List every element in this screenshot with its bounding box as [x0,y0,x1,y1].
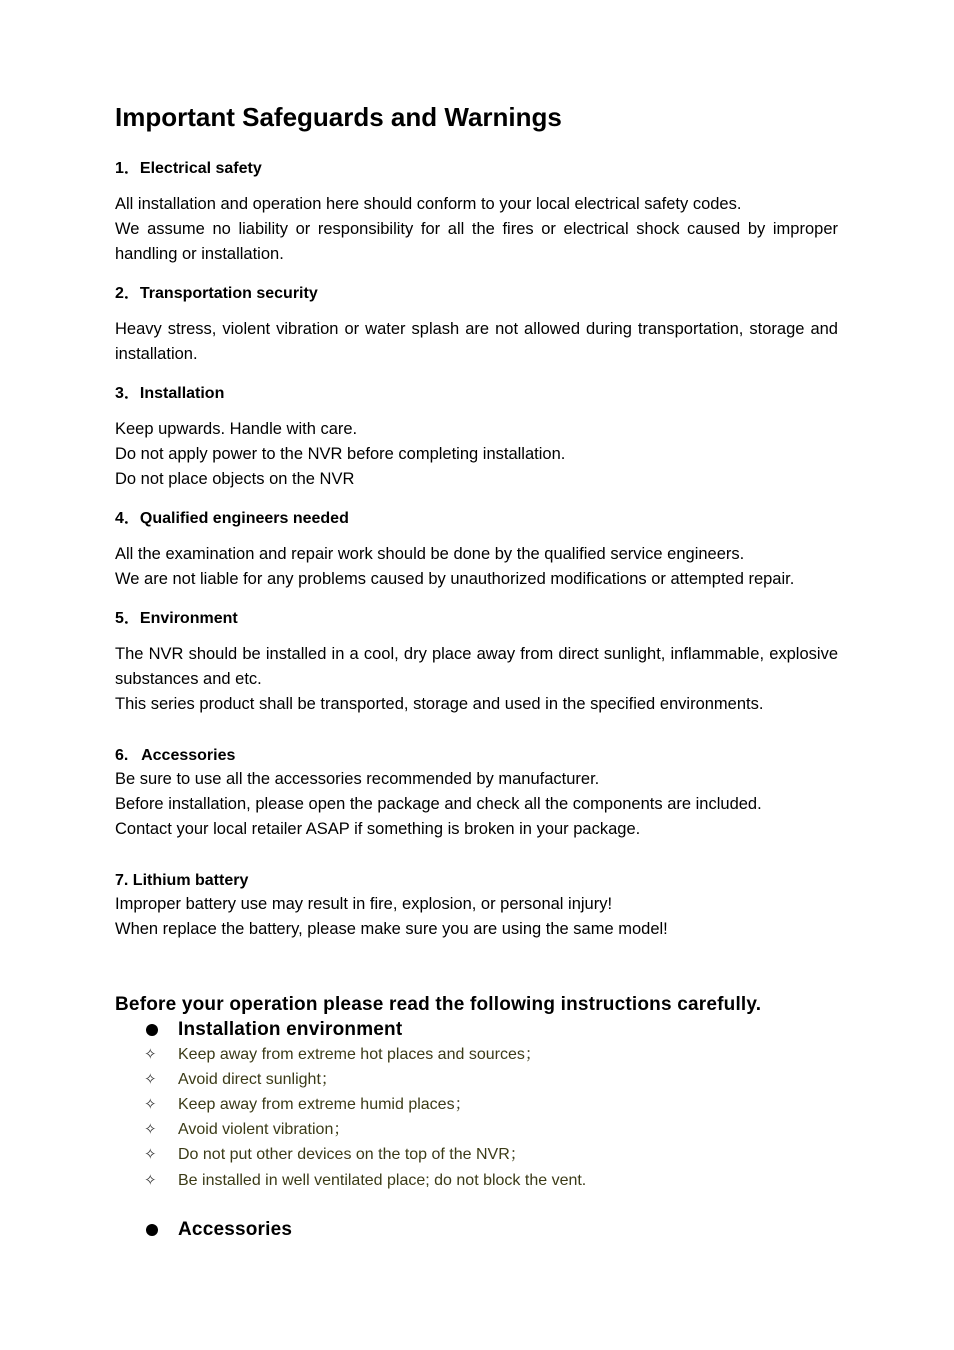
paragraph-line: Heavy stress, violent vibration or water splash are not allowed during transportation, storage and installation. [115,320,838,363]
section-heading-installation: 3．Installation [115,385,225,402]
list-item: Be installed in well ventilated place; do not block the vent. [178,1172,587,1189]
bullet-label-installation-environment: Installation environment [178,1019,403,1040]
list-item: Do not put other devices on the top of the NVR； [178,1146,526,1163]
section-heading-transportation-security: 2．Transportation security [115,285,318,302]
paragraph-line: Do not apply power to the NVR before completing installation. [115,445,566,463]
diamond-bullet-icon: ✧ [144,1146,157,1163]
paragraph-line: Improper battery use may result in fire, explosion, or personal injury! [115,895,613,913]
diamond-bullet-icon: ✧ [144,1096,157,1113]
section-heading-electrical-safety: 1．Electrical safety [115,160,262,177]
section-heading-environment: 5．Environment [115,610,238,627]
diamond-bullet-icon: ✧ [144,1071,157,1088]
paragraph-line: Before installation, please open the package and check all the components are included. [115,795,762,813]
paragraph-line: All installation and operation here should conform to your local electrical safety codes. [115,195,742,213]
paragraph-line: Be sure to use all the accessories recommended by manufacturer. [115,770,600,788]
instructions-heading: Before your operation please read the following instructions carefully. [115,994,762,1015]
bullet-dot-icon [146,1224,158,1236]
page-title: Important Safeguards and Warnings [115,102,562,132]
paragraph-line: We are not liable for any problems caused by unauthorized modifications or attempted repair. [115,570,795,588]
paragraph-line: All the examination and repair work should be done by the qualified service engineers. [115,545,745,563]
paragraph-line: Keep upwards. Handle with care. [115,420,358,438]
diamond-bullet-icon: ✧ [144,1046,157,1063]
section-heading-qualified-engineers: 4．Qualified engineers needed [115,510,349,527]
section-heading-lithium-battery: 7. Lithium battery [115,872,249,889]
list-item: Keep away from extreme humid places； [178,1096,471,1113]
bullet-label-accessories: Accessories [178,1219,293,1240]
diamond-bullet-icon: ✧ [144,1121,157,1138]
paragraph-line: This series product shall be transported, storage and used in the specified environments. [115,695,764,713]
paragraph-line: Contact your local retailer ASAP if something is broken in your package. [115,820,641,838]
list-item: Avoid direct sunlight； [178,1071,337,1088]
paragraph-line: The NVR should be installed in a cool, dry place away from direct sunlight, inflammable, explosive substances and etc. [115,645,838,688]
list-item: Keep away from extreme hot places and sources； [178,1046,541,1063]
diamond-bullet-icon: ✧ [144,1172,157,1189]
paragraph-line: We assume no liability or responsibility for all the fires or electrical shock caused by improper handling or installation. [115,220,838,263]
list-item: Avoid violent vibration； [178,1121,350,1138]
paragraph-line: Do not place objects on the NVR [115,470,355,488]
bullet-dot-icon [146,1024,158,1036]
section-heading-accessories: 6. Accessories [115,747,236,764]
paragraph-line: When replace the battery, please make sure you are using the same model! [115,920,668,938]
